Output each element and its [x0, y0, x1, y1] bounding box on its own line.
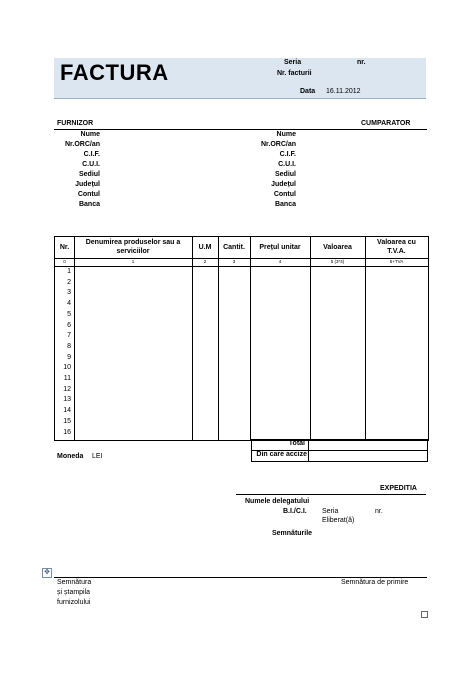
row-number: 3 — [67, 289, 71, 297]
invoice-title: FACTURA — [60, 60, 169, 85]
cumparator-judet-label: Județul — [271, 181, 296, 188]
row-number: 5 — [67, 310, 71, 318]
accize-label: Din care accize — [256, 451, 307, 458]
total-label: Total — [288, 440, 305, 447]
furnizor-nume-label: Nume — [80, 131, 100, 138]
data-value[interactable]: 16.11.2012 — [326, 88, 361, 95]
col-index: 0 — [63, 259, 66, 264]
col-header-valoarea: Valoarea — [323, 244, 352, 251]
semnaturile-label: Semnăturile — [272, 530, 313, 537]
cumparator-nume-label: Nume — [276, 131, 296, 138]
furnizor-line: furnizolului — [57, 599, 91, 606]
moneda-value[interactable]: LEI — [92, 453, 103, 460]
furnizor-cif-label: C.I.F. — [83, 151, 100, 158]
seria-label-exp: Seria — [322, 508, 339, 515]
data-label: Data — [300, 88, 316, 95]
row-number: 14 — [63, 407, 71, 415]
row-number: 9 — [67, 353, 71, 361]
col-divider — [218, 237, 219, 440]
col-index: 4 — [278, 259, 282, 264]
header-rule — [54, 98, 426, 99]
items-table — [54, 236, 429, 441]
delegat-label: Numele delegatului — [245, 498, 310, 505]
cumparator-fields — [236, 130, 296, 220]
col-header-denumire: Denumirea produselor sau a serviciilor — [85, 239, 181, 255]
cumparator-banca-label: Banca — [274, 201, 296, 208]
eliberat-label: Eliberat(ă) — [322, 517, 355, 524]
col-index: 5 (3*4) — [330, 259, 345, 264]
col-index: 2 — [203, 259, 207, 264]
row-number: 8 — [67, 342, 71, 350]
row-number: 12 — [63, 385, 71, 393]
nr-label: nr. — [357, 59, 366, 66]
col-divider — [250, 237, 251, 440]
nr-facturii-label: Nr. facturii — [277, 70, 312, 77]
col-divider — [74, 237, 75, 440]
cumparator-cif-label: C.I.F. — [279, 151, 296, 158]
semnatura-primire: Semnătura de primire — [341, 579, 409, 586]
resize-handle-icon[interactable] — [421, 611, 428, 618]
semnatura-line: Semnătura — [57, 579, 92, 586]
cumparator-sediul-label: Sediul — [274, 171, 296, 178]
expeditia-heading: EXPEDITIA — [380, 485, 417, 492]
col-index: 5+TVA — [389, 259, 404, 264]
furnizor-banca-label: Banca — [78, 201, 100, 208]
stampila-line: și ștampila — [57, 589, 91, 596]
row-number: 4 — [67, 300, 71, 308]
row-number: 1 — [67, 268, 71, 275]
col-index: 1 — [131, 259, 135, 264]
footer-left — [57, 578, 91, 608]
furnizor-fields — [40, 130, 100, 220]
cumparator-orc-label: Nr.ORC/an — [260, 141, 296, 148]
furnizor-judet-label: Județul — [75, 181, 100, 188]
row-number: 15 — [63, 417, 71, 425]
row-number: 11 — [63, 375, 71, 382]
row-number: 7 — [67, 332, 71, 340]
index-divider — [55, 266, 428, 267]
col-divider — [365, 237, 366, 440]
col-header-cantit: Cantit. — [223, 244, 245, 251]
row-number: 16 — [63, 428, 71, 436]
row-number: 13 — [63, 396, 71, 404]
row-number: 10 — [63, 364, 71, 372]
cumparator-cui-label: C.U.I. — [278, 161, 296, 168]
bi-label: B.I./C.I. — [283, 508, 307, 515]
nr-label-exp: nr. — [375, 508, 383, 515]
move-handle-icon[interactable]: ✥ — [42, 568, 52, 578]
cumparator-heading: CUMPARATOR — [361, 120, 411, 127]
col-header-pret: Prețul unitar — [259, 244, 301, 251]
expeditia-rule — [236, 494, 426, 495]
col-header-valoarea-tva: Valoarea cu T.V.A. — [377, 239, 416, 255]
seria-label: Seria — [284, 59, 302, 66]
row-number: 6 — [67, 321, 71, 329]
cumparator-contul-label: Contul — [273, 191, 296, 198]
col-header-um: U.M — [198, 244, 212, 251]
furnizor-orc-label: Nr.ORC/an — [64, 141, 100, 148]
furnizor-sediul-label: Sediul — [78, 171, 100, 178]
row-number: 2 — [67, 278, 71, 286]
col-divider — [310, 237, 311, 440]
furnizor-heading: FURNIZOR — [57, 120, 94, 127]
col-index: 3 — [232, 259, 236, 264]
furnizor-cui-label: C.U.I. — [82, 161, 100, 168]
col-header-nr: Nr. — [59, 244, 70, 251]
col-divider — [192, 237, 193, 440]
furnizor-contul-label: Contul — [77, 191, 100, 198]
moneda-label: Moneda — [57, 453, 84, 460]
